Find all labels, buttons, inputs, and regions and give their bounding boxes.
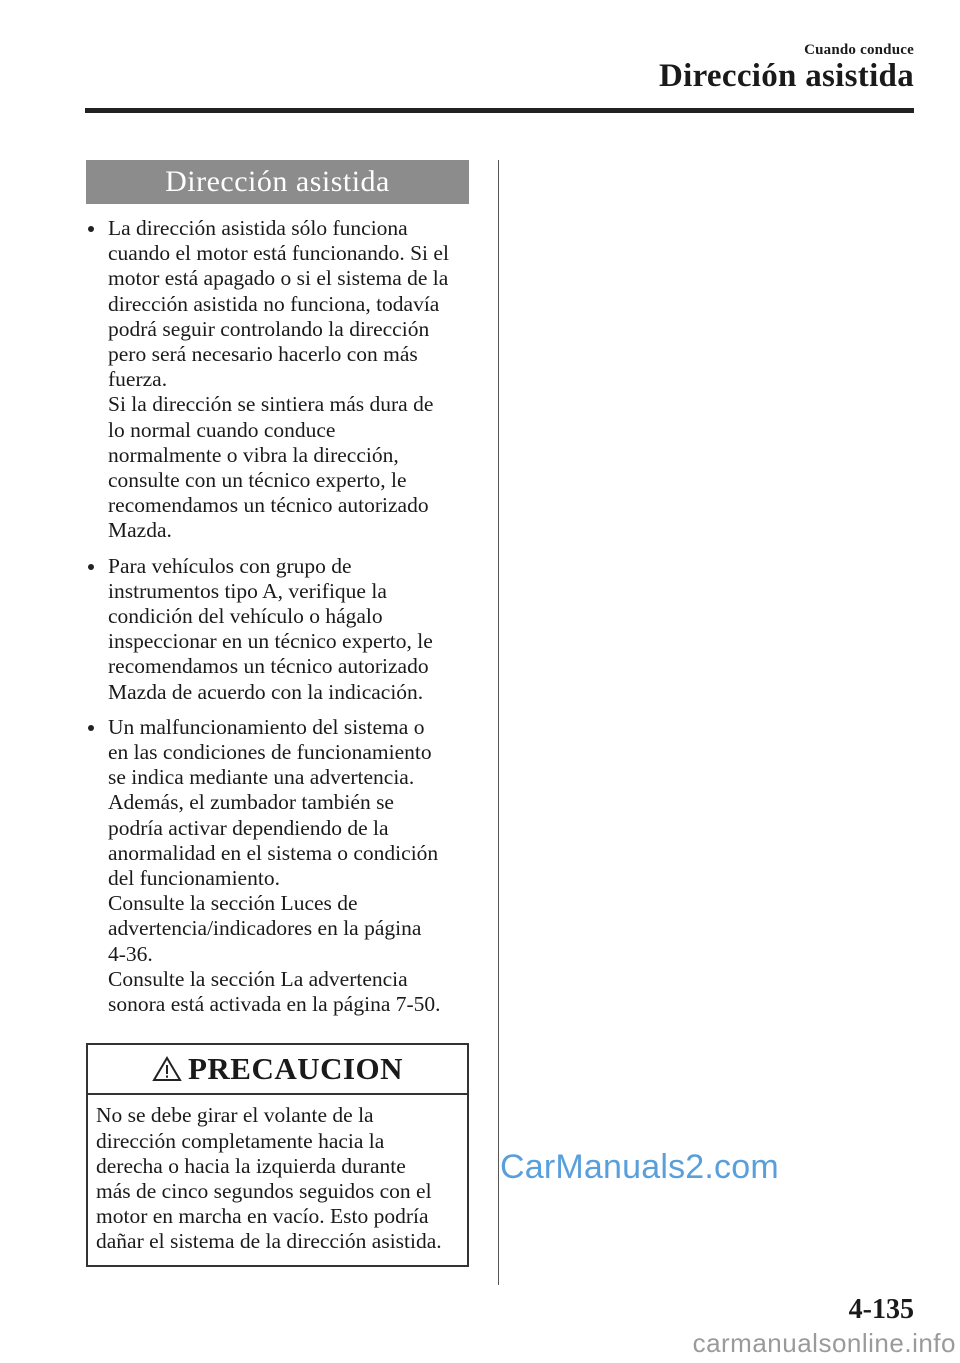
watermark-logo: CarManuals2.com bbox=[500, 1148, 779, 1186]
caution-text: No se debe girar el volante de la dirección completamente hacia la derecha o hacia la izquierda durante más de cinco segundos seguidos con el motor en marcha en vacío. Esto podría dañar el sistema de la dirección asistida. bbox=[96, 1103, 442, 1254]
bullet-list bbox=[86, 216, 469, 1017]
bullet-text: Un malfuncionamiento del sistema o en las condiciones de funcionamiento se indica mediante una advertencia. Además, el zumbador también se podría activar dependiendo de la anormalidad en el sistema o condición del funcionamiento. Consulte la sección Luces de advertencia/indicadores en la página 4-36. Consulte la sección La advertencia sonora está activada en la página 7-50. bbox=[108, 714, 441, 1017]
header-title: Dirección asistida bbox=[658, 58, 914, 94]
caution-title: PRECAUCION bbox=[187, 1051, 404, 1087]
bullet-icon bbox=[88, 564, 94, 570]
caution-box bbox=[86, 1043, 469, 1266]
bullet-icon bbox=[88, 725, 94, 731]
list-item bbox=[86, 554, 469, 705]
bullet-icon bbox=[88, 226, 94, 232]
warning-triangle-icon bbox=[152, 1056, 182, 1082]
list-item bbox=[86, 715, 469, 1017]
page-number: 4-135 bbox=[848, 1294, 914, 1325]
column-divider bbox=[498, 160, 499, 1285]
footer-watermark: carmanualsonline.info bbox=[692, 1328, 956, 1358]
bullet-text: La dirección asistida sólo funciona cuando el motor está funcionando. Si el motor está apagado o si el sistema de la dirección asistida no funciona, todavía podrá seguir controlando la dirección pero será necesario hacerlo con más fuerza. Si la dirección se sintiera más dura de lo normal cuando conduce normalmente o vibra la dirección, consulte con un técnico experto, le recomendamos un técnico autorizado Mazda. bbox=[108, 216, 449, 543]
header-rule bbox=[85, 108, 914, 113]
left-column bbox=[86, 160, 469, 1267]
section-title: Dirección asistida bbox=[86, 160, 469, 204]
caution-header bbox=[88, 1045, 467, 1095]
list-item bbox=[86, 216, 469, 544]
header-chapter: Cuando conduce bbox=[804, 42, 914, 58]
bullet-text: Para vehículos con grupo de instrumentos tipo A, verifique la condición del vehículo o hágalo inspeccionar en un técnico experto, le recomendamos un técnico autorizado Mazda de acuerdo con la indicación. bbox=[108, 553, 433, 704]
